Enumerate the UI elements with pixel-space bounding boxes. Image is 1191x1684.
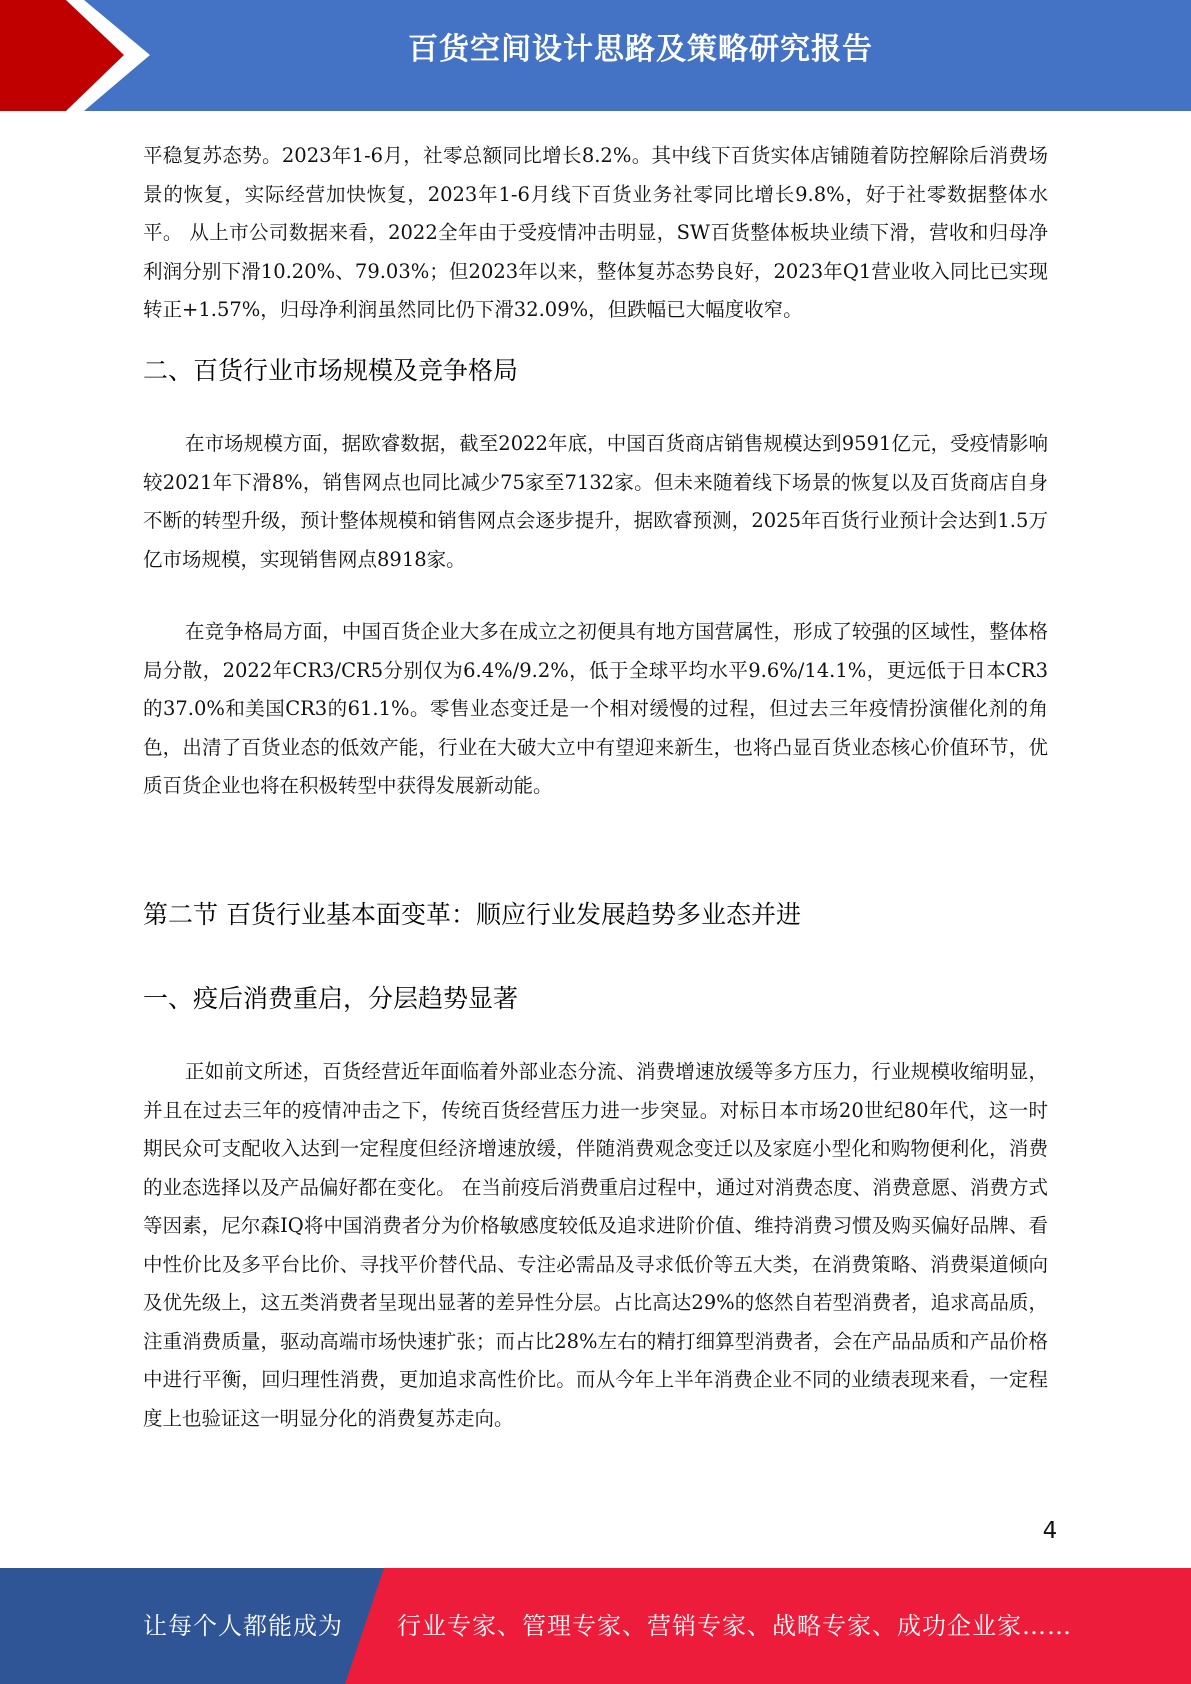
page-footer: [0, 1568, 1191, 1684]
heading-consumption-restart: [143, 982, 1048, 1016]
section-heading: 一、疫后消费重启，分层趋势显著: [143, 984, 519, 1013]
page-number: 4: [1042, 1518, 1058, 1544]
report-title: 百货空间设计思路及策略研究报告: [408, 32, 873, 67]
heading-section-two: [143, 898, 1048, 932]
paragraph-consumer-tiers: [143, 1053, 1048, 1438]
paragraph-text: 正如前文所述，百货经营近年面临着外部业态分流、消费增速放缓等多方压力，行业规模收缩明显，并且在过去三年的疫情冲击之下，传统百货经营压力进一步突显。对标日本市场20世纪80年代，这一时期民众可支配收入达到一定程度但经济增速放缓，伴随消费观念变迁以及家庭小型化和购物便利化，消费的业态选择以及产品偏好都在变化。 在当前疫后消费重启过程中，通过对消费态度、消费意愿、消费方式等因素，尼尔森IQ将中国消费者分为价格敏感度较低及追求进阶价值、维持消费习惯及购买偏好品牌、看中性价比及多平台比价、寻找平价替代品、专注必需品及寻求低价等五大类，在消费策略、消费渠道倾向及优先级上，这五类消费者呈现出显著的差异性分层。占比高达29%的悠然自若型消费者，追求高品质，注重消费质量，驱动高端市场快速扩张；而占比28%左右的精打细算型消费者，会在产品品质和产品价格中进行平衡，回归理性消费，更加追求高性价比。而从今年上半年消费企业不同的业绩表现来看，一定程度上也验证这一明显分化的消费复苏走向。: [143, 1060, 1048, 1430]
chapter-heading: 第二节 百货行业基本面变革：顺应行业发展趋势多业态并进: [143, 900, 801, 929]
paragraph-market-scale: [143, 425, 1048, 579]
page-header: [0, 0, 1191, 111]
paragraph-text: 平稳复苏态势。2023年1-6月，社零总额同比增长8.2%。其中线下百货实体店铺随着防控解除后消费场景的恢复，实际经营加快恢复，2023年1-6月线下百货业务社零同比增长9.8%，好于社零数据整体水平。 从上市公司数据来看，2022全年由于受疫情冲击明显，SW百货整体板块业绩下滑，营收和归母净利润分别下滑10.20%、79.03%；但2023年以来，整体复苏态势良好，2023年Q1营业收入同比已实现转正+1.57%，归母净利润虽然同比仍下滑32.09%，但跌幅已大幅度收窄。: [143, 144, 1048, 321]
paragraph-recovery: [143, 137, 1048, 330]
footer-slogan-left: 让每个人都能成为: [143, 1612, 343, 1640]
paragraph-text: 在竞争格局方面，中国百货企业大多在成立之初便具有地方国营属性，形成了较强的区域性，整体格局分散，2022年CR3/CR5分别仅为6.4%/9.2%，低于全球平均水平9.6%/14.1%，更远低于日本CR3的37.0%和美国CR3的61.1%。零售业态变迁是一个相对缓慢的过程，但过去三年疫情扮演催化剂的角色，出清了百货业态的低效产能，行业在大破大立中有望迎来新生，也将凸显百货业态核心价值环节，优质百货企业也将在积极转型中获得发展新动能。: [143, 620, 1048, 797]
heading-market-scale: [143, 354, 1048, 388]
paragraph-competition: [143, 613, 1048, 806]
footer-slogan-right: 行业专家、管理专家、营销专家、战略专家、成功企业家……: [397, 1612, 1072, 1640]
paragraph-text: 在市场规模方面，据欧睿数据，截至2022年底，中国百货商店销售规模达到9591亿元，受疫情影响较2021年下滑8%，销售网点也同比减少75家至7132家。但未来随着线下场景的恢复以及百货商店自身不断的转型升级，预计整体规模和销售网点会逐步提升，据欧睿预测，2025年百货行业预计会达到1.5万亿市场规模，实现销售网点8918家。: [143, 432, 1048, 571]
section-heading: 二、百货行业市场规模及竞争格局: [143, 356, 519, 385]
